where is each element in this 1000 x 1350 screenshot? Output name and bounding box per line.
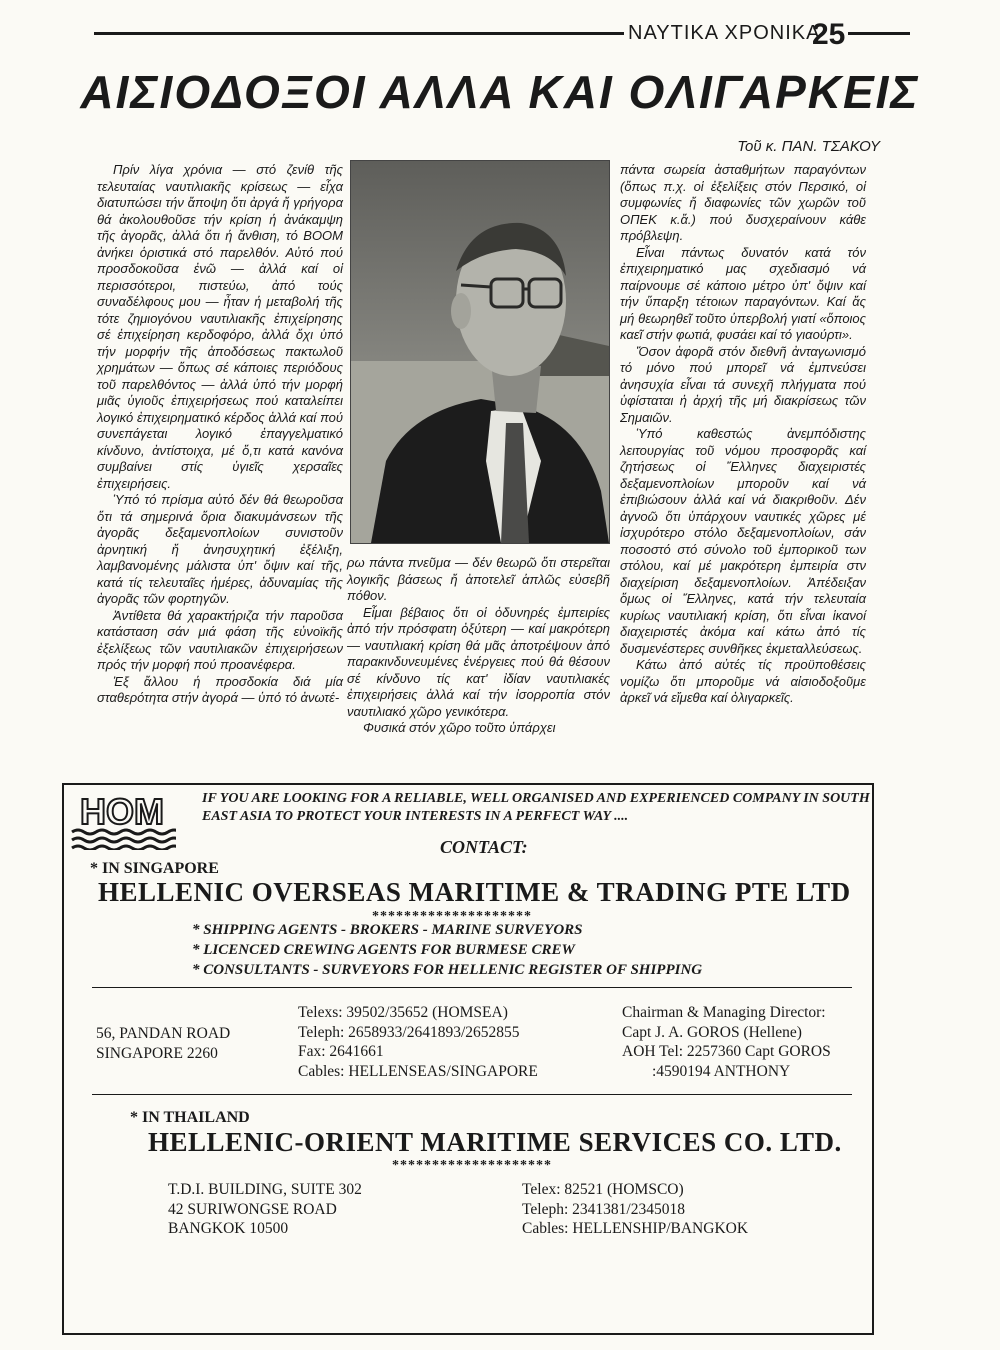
ad-contact-heading: CONTACT: <box>440 837 528 857</box>
director-line: Chairman & Managing Director: <box>622 1004 826 1021</box>
page-number: 25 <box>812 18 846 51</box>
telecom-line: Telexs: 39502/35652 (HOMSEA) <box>298 1004 508 1021</box>
paragraph: Εἶμαι βέβαιος ὅτι οἱ ὀδυνηρές ἐμπειρίες ἀπό τήν πρόσφατη ὀξύτερη — καί μακρότερη — ναυτιλιακή κρίση θά μᾶς ἀποτρέψουν ἀπό παρακινδυνευμένες ἐνέργειες πού θά θέσουν σέ κίνδυνο τίς κατ' ἰδίαν ναυτιλιακές ἐπιχειρήσεις ἀλλά καί τήν ἰσορροπία στόν ναυτιλιακό χῶρο γενικότερα. <box>347 604 610 719</box>
article-title: ΑΙΣΙΟΔΟΞΟΙ ΑΛΛΑ ΚΑΙ ΟΛΙΓΑΡΚΕΙΣ <box>80 66 920 118</box>
paragraph: Ἀντίθετα θά χαρακτήριζα τήν παροῦσα κατάσταση σάν μιά φάση τῆς εὐνοϊκῆς ἐξελίξεως τῶν ναυτιλιακῶν ἐπιχειρήσεων πρός τήν μορφή πού προανέφερα. <box>97 607 343 672</box>
singapore-company-name: HELLENIC OVERSEAS MARITIME & TRADING PTE LTD <box>98 877 851 907</box>
paragraph: Πρίν λίγα χρόνια — στό ζενίθ τῆς τελευταίας ναυτιλιακῆς κρίσεως — εἶχα διατυπώσει τήν ἄποψη ὅτι ἀργά ἤ γρήγορα θά ἀκολουθοῦσε τήν κρίση ἡ ἀνάκαμψη τῆς ἀγορᾶς, ἀλλά ὅτι ἡ ἄνθιση, τό ΒΟΟΜ ἀνήκει ὁριστικά στό παρελθόν. Αὐτό πού προσδοκοῦσα ἐνῶ — ἀλλά καί οἱ περισσότεροι, πιστεύω, ἀπό τούς συναδέλφους μου — ἦταν ἡ μεταβολή τῆς τότε ζημιογόνου ναυτιλιακῆς ἐπιχείρησης σέ ἐπιχείρηση κερδοφόρο, ἀλλά ὄχι ὑπό τήν μορφήν τῆς ἀποδόσεως πακτωλοῦ χρημάτων — ὅπως σέ κάποιες περιόδους τοῦ παρελθόντος — ἀλλά ὑπό τήν μορφή μιᾶς ὑγιοῦς ἐπιχειρήσεως πού καταλείπει λογικό ἐπιχειρηματικό κέρδος ἀλλά καί πού συνεπάγεται λογικό ἐπαγγελματικό κίνδυνο, ἀντίστοιχα, μέ ὅ,τι κατά κανόνα συμβαίνει στίς ὑγιεῖς χερσαῖες ἐπιχειρήσεις. <box>97 162 343 491</box>
singapore-director <box>622 1003 831 1081</box>
paragraph: Ἐξ ἄλλου ἡ προσδοκία διά μία σταθερότητα στήν ἀγορά — ὑπό τό ἀνωτέ- <box>97 673 343 705</box>
paragraph: Ὑπό καθεστώς ἀνεμπόδιστης λειτουργίας τοῦ νόμου προσφορᾶς καί ζητήσεως οἱ Ἕλληνες διαχειριστές δεξαμενοπλοίων μποροῦν καί νά ἐπιβιώσουν ἀλλά καί νά διακριθοῦν. Δέν ἀγνοῶ ὅτι ὑπάρχουν ναυτικές χῶρες μέ ἰσχυρότερο στόλο δεξαμενοπλοίων, σάν ποσοστό στό σύνολο τοῦ ἐμπορικοῦ των στόλου, καί μέ μακρότερη ἐμπειρία στν διαχείριση δεξαμενοπλοίων. Ἀπέδειξαν ὅμως οἱ Ἕλληνες, κατά τήν τελευταία κυρίως ναυτιλιακή κρίση, ὅτι εἶναι ἱκανοί διαχειριστές ἀκόμα καί κάτω ἀπό τίς δυσμενέστερες συνθῆκες ἐκμεταλλεύσεως. <box>620 426 866 656</box>
header-rule-right <box>848 32 910 35</box>
logo-text: HOM <box>80 791 164 832</box>
singapore-stars: ******************** <box>372 909 532 924</box>
author-portrait-photo <box>350 160 610 544</box>
service-item: * LICENCED CREWING AGENTS FOR BURMESE CREW <box>192 942 575 958</box>
hom-logo <box>68 790 176 850</box>
director-line: Capt J. A. GOROS (Hellene) <box>622 1023 802 1041</box>
telecom-line: Cables: HELLENSHIP/BANGKOK <box>522 1220 749 1237</box>
address-line: BANGKOK 10500 <box>168 1220 289 1237</box>
singapore-telecom <box>298 1003 538 1081</box>
byline: Τοῦ κ. ΠΑΝ. ΤΣΑΚΟΥ <box>737 138 880 155</box>
director-line: AOH Tel: 2257360 Capt GOROS <box>622 1043 831 1060</box>
thailand-company-name: HELLENIC-ORIENT MARITIME SERVICES CO. LTD. <box>148 1127 842 1157</box>
telecom-line: Telex: 82521 (HOMSCO) <box>522 1181 684 1198</box>
thailand-address <box>168 1180 362 1239</box>
thailand-telecom <box>522 1180 748 1239</box>
service-item: * CONSULTANTS - SURVEYORS FOR HELLENIC REGISTER OF SHIPPING <box>192 962 703 978</box>
singapore-address <box>96 1024 230 1063</box>
magazine-name: ΝΑΥΤΙΚΑ ΧΡΟΝΙΚΑ <box>628 22 821 44</box>
article-column-2 <box>347 555 610 737</box>
paragraph: ρω πάντα πνεῦμα — δέν θεωρῶ ὅτι στερεῖται λογικῆς βάσεως ἤ ἀποτελεῖ ἁπλῶς εὐσεβῆ πόθον. <box>347 555 610 603</box>
address-line: 56, PANDAN ROAD <box>96 1025 231 1042</box>
paragraph: Ὅσον ἀφορᾶ στόν διεθνῆ ἀνταγωνισμό τό μόνο πού μπορεῖ νά ἐμπνεύσει ἀνησυχία εἶναι τά συνεχῆ πλήγματα πού ὑφίσταται ἡ ἀρχή τῆς μή διακρίσεως τῶν Σημαιῶν. <box>620 343 866 425</box>
service-item: * SHIPPING AGENTS - BROKERS - MARINE SURVEYORS <box>192 922 583 938</box>
singapore-label: * IN SINGAPORE <box>90 860 219 877</box>
telecom-line: Teleph: 2658933/2641893/2652855 <box>298 1023 520 1041</box>
paragraph: πάντα σωρεία ἀσταθμήτων παραγόντων (ὅπως π.χ. οἱ ἐξελίξεις στόν Περσικό, οἱ συμφωνίες ἤ διαφωνίες τῶν χωρῶν τοῦ ΟΠΕΚ κ.ἄ.) πού δυσχεραίνουν κάθε πρόβλεψη. <box>620 162 866 243</box>
address-line: 42 SURIWONGSE ROAD <box>168 1200 337 1218</box>
article-column-1 <box>97 162 343 707</box>
telecom-line: Fax: 2641661 <box>298 1043 384 1060</box>
telecom-line: Teleph: 2341381/2345018 <box>522 1200 685 1218</box>
header-rule-left <box>94 32 624 35</box>
address-line: SINGAPORE 2260 <box>96 1044 218 1062</box>
thailand-stars: ******************** <box>392 1158 552 1173</box>
paragraph: Εἶναι πάντως δυνατόν κατά τόν ἐπιχειρηματικό μας σχεδιασμό νά παίρνουμε σέ κάποιο μέτρο ὑπ' ὄψιν καί τήν ὕπαρξη τέτοιων παραγόντων. Καί ἄς μή θεωρηθεῖ τοῦτο ὑπερβολή γιατί «ὅποιος καεῖ στήν φωτιά, φυσάει καί τό γιαούρτι». <box>620 244 866 342</box>
portrait-illustration <box>351 161 609 543</box>
thailand-label: * IN THAILAND <box>130 1109 250 1126</box>
ad-intro-text: IF YOU ARE LOOKING FOR A RELIABLE, WELL ORGANISED AND EXPERIENCED COMPANY IN SOUTH EAST ASIA TO PROTECT YOUR INTERESTS IN A PERFECT WAY .... <box>202 791 870 824</box>
article-column-3 <box>620 162 866 707</box>
ad-divider <box>92 1094 852 1095</box>
singapore-services <box>192 920 702 980</box>
address-line: T.D.I. BUILDING, SUITE 302 <box>168 1181 362 1198</box>
hom-logo-graphic <box>68 790 176 850</box>
paragraph: Ὑπό τό πρίσμα αὐτό δέν θά θεωροῦσα ὅτι τά σημερινά ὅρια διακυμάνσεων τῆς ἀγορᾶς δεξαμενοπλοίων συνιστοῦν ἀρνητική ἤ ἀνησυχητική ἐξέλιξη, λαμβανομένης μάλιστα ὑπ' ὄψιν καί τῆς, κατά τίς τελευταῖες ἡμέρες, ἀδυναμίας τῆς ἀγορᾶς τῶν φορτηγῶν. <box>97 492 343 606</box>
ad-divider <box>92 987 852 988</box>
paragraph: Κάτω ἀπό αὐτές τίς προϋποθέσεις νομίζω ὅτι μποροῦμε νά αἰσιοδοξοῦμε ἀρκεῖ νά εἴμεθα καί ὀλιγαρκεῖς. <box>620 657 866 705</box>
paragraph: Φυσικά στόν χῶρο τοῦτο ὑπάρχει <box>363 720 556 735</box>
director-line: :4590194 ANTHONY <box>652 1062 791 1080</box>
telecom-line: Cables: HELLENSEAS/SINGAPORE <box>298 1062 538 1080</box>
